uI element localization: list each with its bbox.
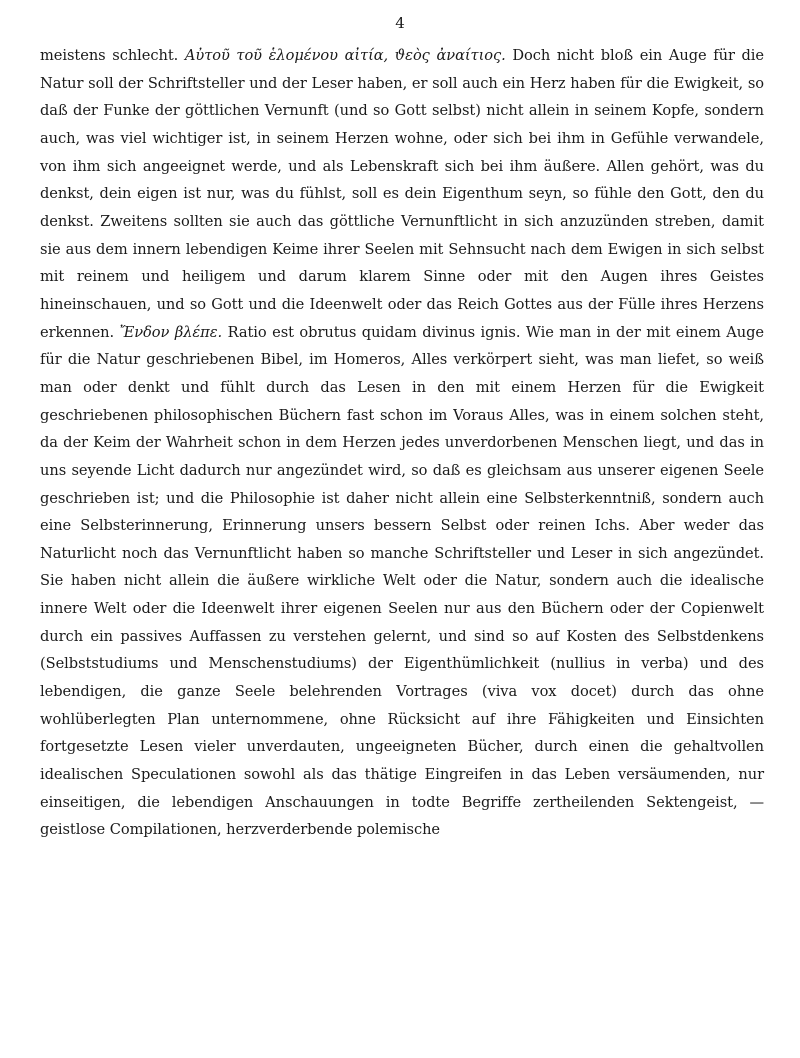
text-segment: ) durch das ohne wohlüberlegten Plan unternommene, ohne Rücksicht auf ihre Fähigkeiten und Einsichten fortgesetzte Lesen vieler unverdauten, ungeeigneten Bücher, durch einen die gehaltvollen idealischen Speculationen sowohl als das thätige Eingreifen in das Leben versäumenden, nur einseitigen, die lebendigen Anschauungen in todte Begriffe zertheilenden Sektengeist, — geistlose Compilationen, herzverderbende polemische bbox=[40, 683, 765, 839]
greek-quote: Ἔνδον βλέπε. bbox=[119, 323, 223, 341]
latin-phrase: Ratio est obrutus quidam divinus ignis. bbox=[222, 323, 521, 341]
latin-phrase: nullius in verba bbox=[555, 655, 683, 673]
latin-phrase: viva vox docet bbox=[487, 683, 612, 701]
page-number: 4 bbox=[395, 14, 405, 32]
text-segment: Doch nicht bloß ein Auge für die Natur soll der Schriftsteller und der Leser haben, er soll auch ein Herz haben für die Ewigkeit, so daß der Funke der göttlichen Vernunft (und so Gott selbst) nicht allein in seinem Kopfe, sondern auch, was viel wichtiger ist, in seinem Herzen wohne, oder sich bei ihm in Gefühle verwandele, von ihm sich angeeignet werde, und als Lebenskraft sich bei ihm äußere. Allen gehört, was du denkst, dein eigen ist nur, was du fühlst, soll es dein Eigenthum seyn, so fühle den Gott, den du denkst. Zweitens sollten sie auch das göttliche Vernunftlicht in sich anzuzünden streben, damit sie aus dem innern lebendigen Keime ihrer Seelen mit Sehnsucht nach dem Ewigen in sich selbst mit reinem und heiligem und darum klarem Sinne oder mit den Augen ihres Geistes hineinschauen, und so Gott und die Ideenwelt oder das Reich Gottes aus der Fülle ihres Herzens erkennen. bbox=[40, 47, 764, 341]
greek-quote: Αὐτοῦ τοῦ ἑλομένου αἰτία, ϑεὸς ἀναίτιος. bbox=[184, 47, 506, 64]
text-segment: ) und des lebendigen, die ganze Seele belehrenden Vortrages ( bbox=[40, 655, 764, 701]
page-body-paragraph bbox=[40, 42, 764, 844]
text-segment: Wie man in der mit einem Auge für die Natur geschriebenen Bibel, im Homeros, Alles verkörpert sieht, was man liefet, so weiß man oder denkt und fühlt durch das Lesen in den mit einem Herzen für die Ewigkeit geschriebenen philosophischen Büchern fast schon im Voraus Alles, was in einem solchen steht, da der Keim der Wahrheit schon in dem Herzen jedes unverdorbenen Menschen liegt, und das in uns seyende Licht dadurch nur angezündet wird, so daß es gleichsam aus unserer eigenen Seele geschrieben ist; und die Philosophie ist daher nicht allein eine Selbsterkenntniß, sondern auch eine Selbsterinnerung, Erinnerung unsers bessern Selbst oder reinen Ichs. Aber weder das Naturlicht noch das Vernunftlicht haben so manche Schriftsteller und Leser in sich angezündet. Sie haben nicht allein die äußere wirkliche Welt oder die Natur, sondern auch die idealische innere Welt oder die Ideenwelt ihrer eigenen Seelen nur aus den Büchern oder der Copienwelt durch ein passives Auffassen zu verstehen gelernt, und sind so auf Kosten des Selbstdenkens (Selbststudiums und Menschenstudiums) der Eigenthümlichkeit ( bbox=[40, 323, 764, 673]
text-segment: meistens schlecht. bbox=[40, 47, 185, 64]
